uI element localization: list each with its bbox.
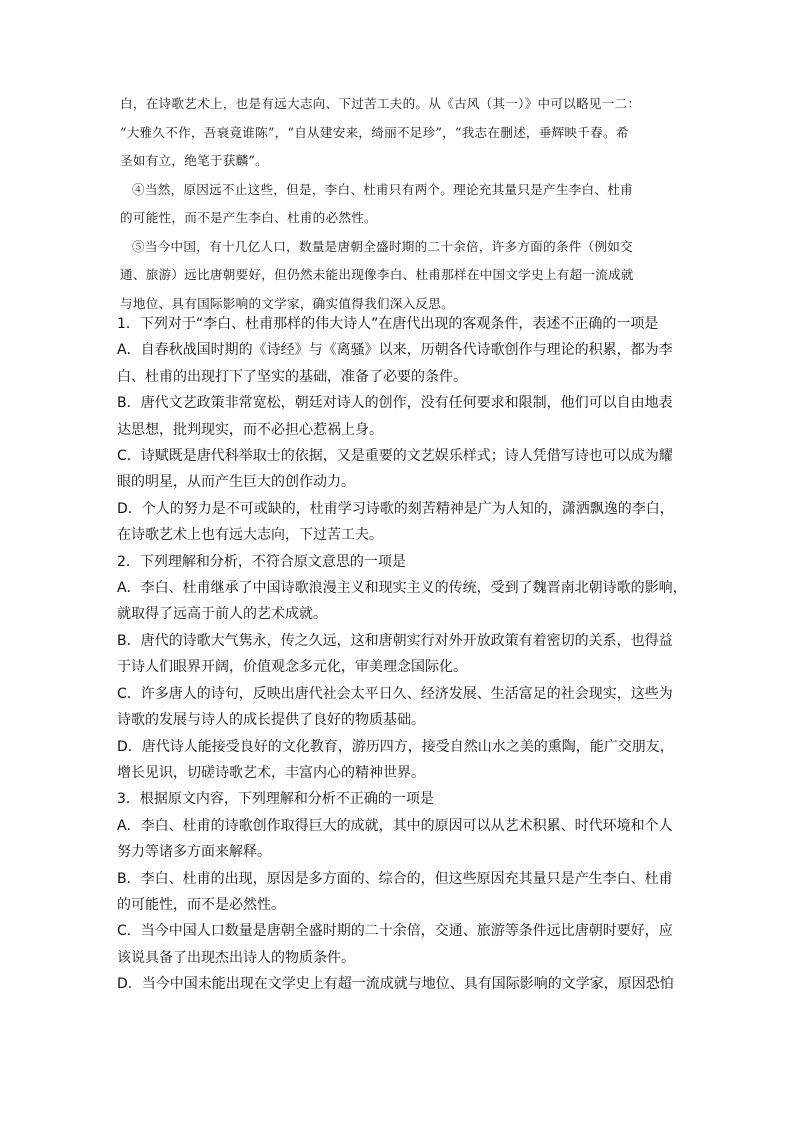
passage-line: “大雅久不作，吾衰竟谁陈”，“自从建安来，绮丽不足珍”，“我志在删述，垂辉映千春。希 (120, 124, 629, 140)
passage-paragraph-4: ④当然，原因远不止这些，但是，李白、杜甫只有两个。理论充其量只是产生李白、杜甫 (132, 181, 633, 197)
question-1-option-c: C．诗赋既是唐代科举取士的依据，又是重要的文艺娱乐样式；诗人凭借写诗也可以成为耀 (117, 448, 673, 465)
passage-line: 与地位、具有国际影响的文学家，确实值得我们深入反思。 (120, 295, 454, 311)
question-2-option-d: D．唐代诗人能接受良好的文化教育，游历四方，接受自然山水之美的熏陶，能广交朋友， (117, 738, 674, 755)
question-2-option-c-cont: 诗歌的发展与诗人的成长提供了良好的物质基础。 (117, 712, 425, 729)
question-3-option-a-cont: 努力等诸多方面来解释。 (117, 844, 271, 861)
question-1-option-b: B．唐代文艺政策非常宽松，朝廷对诗人的创作，没有任何要求和限制，他们可以自由地表 (117, 395, 673, 412)
passage-line: 白，在诗歌艺术上，也是有远大志向、下过苦工夫的。从《古风（其一）》中可以略见一二： (120, 96, 641, 111)
question-2-option-b: B．唐代的诗歌大气隽永，传之久远，这和唐朝实行对外开放政策有着密切的关系，也得益 (117, 632, 673, 649)
question-1-option-c-cont: 眼的明星，从而产生巨大的创作动力。 (117, 474, 355, 491)
question-3-stem: 3．根据原文内容，下列理解和分析不正确的一项是 (117, 791, 434, 808)
passage-paragraph-5: ⑤当今中国，有十几亿人口，数量是唐朝全盛时期的二十余倍，许多方面的条件（例如交 (132, 238, 633, 254)
question-3-option-a: A．李白、杜甫的诗歌创作取得巨大的成就，其中的原因可以从艺术积累、时代环境和个人 (117, 817, 673, 834)
question-1-option-b-cont: 达思想，批判现实，而不必担心惹祸上身。 (117, 421, 383, 438)
passage-line: 圣如有立，绝笔于获麟”。 (120, 153, 268, 168)
question-1-option-d: D．个人的努力是不可或缺的，杜甫学习诗歌的刻苦精神是广为人知的，潇洒飘逸的李白， (117, 500, 674, 517)
passage-excerpt (120, 90, 680, 318)
question-2-option-b-cont: 于诗人们眼界开阔，价值观念多元化，审美理念国际化。 (117, 659, 467, 676)
passage-line: 的可能性，而不是产生李白、杜甫的必然性。 (120, 210, 377, 225)
question-3-option-d: D．当今中国未能出现在文学史上有超一流成就与地位、具有国际影响的文学家，原因恐怕 (117, 976, 674, 993)
question-2-option-a-cont: 就取得了远高于前人的艺术成就。 (117, 606, 327, 623)
question-1-option-a-cont: 白、杜甫的出现打下了坚实的基础，准备了必要的条件。 (117, 368, 467, 385)
question-3-option-c-cont: 该说具备了出现杰出诗人的物质条件。 (117, 949, 355, 966)
question-1-stem: 1．下列对于“李白、杜甫那样的伟大诗人”在唐代出现的客观条件，表述不正确的一项是 (117, 316, 659, 332)
question-1-option-a: A．自春秋战国时期的《诗经》与《离骚》以来，历朝各代诗歌创作与理论的积累，都为李 (117, 342, 673, 359)
question-2-stem: 2．下列理解和分析，不符合原文意思的一项是 (117, 553, 406, 570)
question-3-option-b-cont: 的可能性，而不是必然性。 (117, 896, 285, 913)
question-3-option-c: C．当今中国人口数量是唐朝全盛时期的二十余倍，交通、旅游等条件远比唐朝时要好，应 (117, 923, 673, 940)
passage-line: 通、旅游）远比唐朝要好，但仍然未能出现像李白、杜甫那样在中国文学史上有超一流成就 (120, 267, 634, 282)
question-section (117, 311, 685, 998)
question-2-option-d-cont: 增长见识，切磋诗歌艺术，丰富内心的精神世界。 (117, 764, 425, 781)
question-2-option-a: A．李白、杜甫继承了中国诗歌浪漫主义和现实主义的传统，受到了魏晋南北朝诗歌的影响， (117, 580, 687, 597)
question-3-option-b: B．李白、杜甫的出现，原因是多方面的、综合的，但这些原因充其量只是产生李白、杜甫 (117, 870, 673, 887)
question-2-option-c: C．许多唐人的诗句，反映出唐代社会太平日久、经济发展、生活富足的社会现实，这些为 (117, 685, 673, 702)
question-1-option-d-cont: 在诗歌艺术上也有远大志向，下过苦工夫。 (117, 527, 383, 544)
